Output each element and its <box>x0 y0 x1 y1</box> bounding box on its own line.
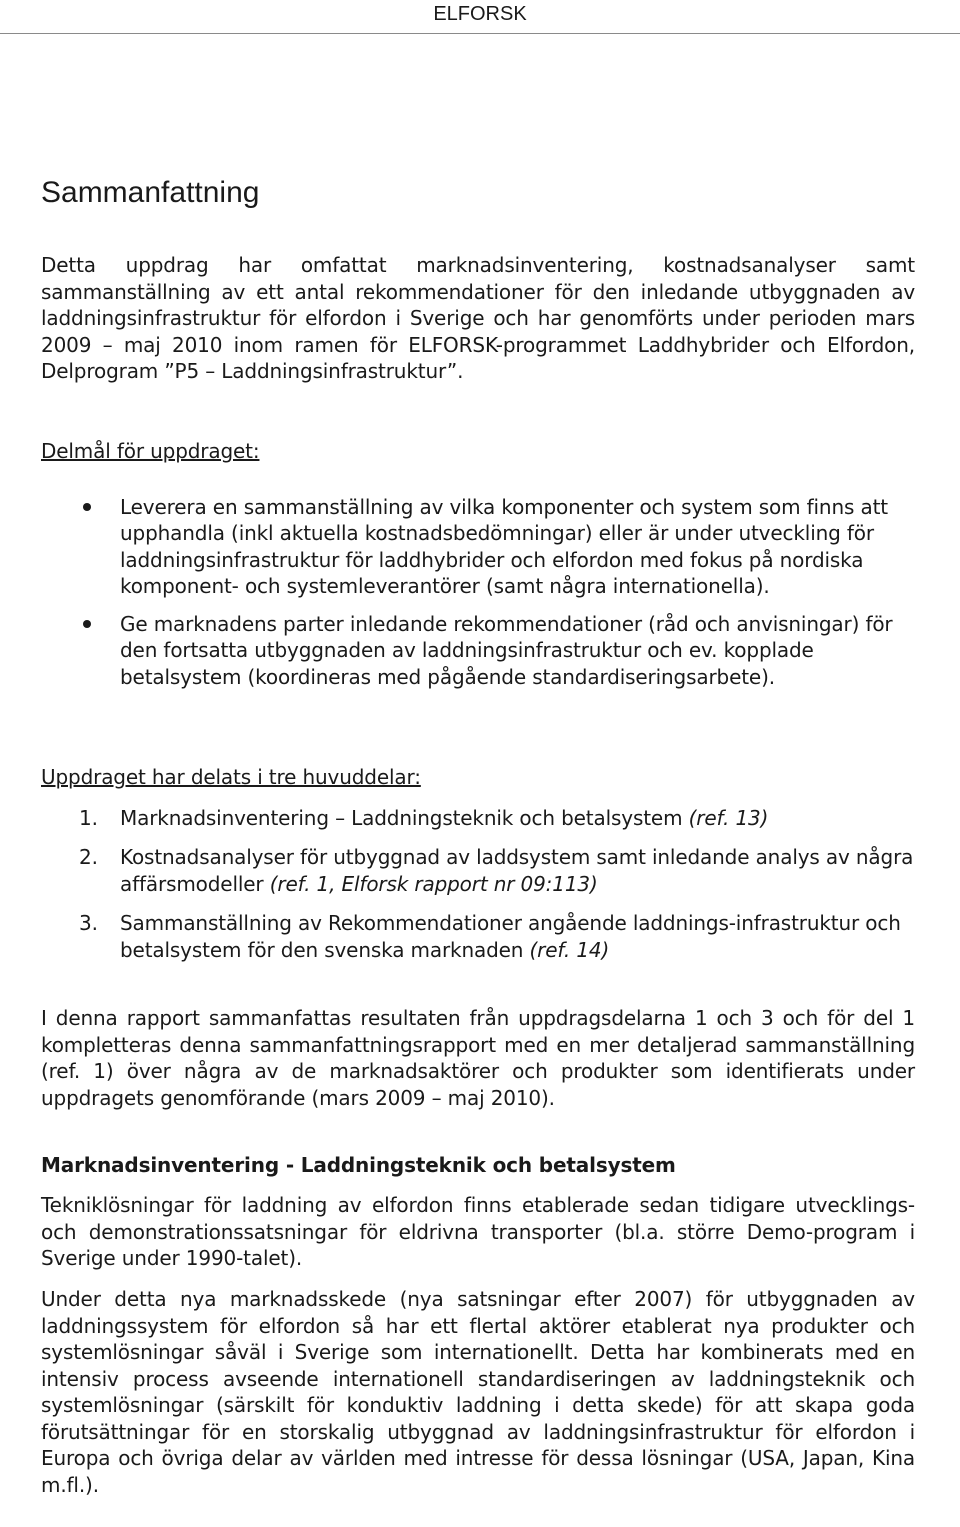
summary-paragraph: I denna rapport sammanfattas resultaten från uppdragsdelarna 1 och 3 och för del 1 kompletteras denna sammanfattningsrapport med en mer detaljerad sammanställning (ref. 1) över några av de marknadsaktörer och produkter som identifierats under uppdragets genomförande (mars 2009 – maj 2010). <box>41 1006 915 1110</box>
list-ref: (ref. 13) <box>688 805 769 830</box>
list-ref: (ref. 1, Elforsk rapport nr 09:113) <box>269 871 598 896</box>
parts-section <box>41 764 915 976</box>
page-header <box>0 0 960 34</box>
list-item: Leverera en sammanställning av vilka komponenter och system som finns att upphandla (inkl aktuella kostnadsbedömningar) eller är under utveckling för laddningsinfrastruktur för laddhybrider och elfordon med fokus på nordiska komponent- och systemleverantörer (samt några internationella). <box>41 494 915 600</box>
list-item <box>41 910 915 963</box>
page-title: Sammanfattning <box>41 176 260 209</box>
delmal-heading: Delmål för uppdraget: <box>41 439 260 463</box>
list-text: Kostnadsanalyser för utbyggnad av laddsystem samt inledande analys av några affärsmodeller <box>120 845 914 896</box>
list-item <box>41 844 915 897</box>
parts-list <box>41 805 915 964</box>
list-text: Sammanställning av Rekommendationer angående laddnings-infrastruktur och betalsystem för den svenska marknaden <box>120 911 901 962</box>
list-item <box>41 805 915 832</box>
delmal-list <box>41 494 915 691</box>
section-paragraph-1: Tekniklösningar för laddning av elfordon finns etablerade sedan tidigare utvecklings- och demonstrationssatsningar för eldrivna transporter (bl.a. större Demo-program i Sverige under 1990-talet). <box>41 1193 915 1270</box>
header-title: ELFORSK <box>433 3 527 25</box>
parts-heading: Uppdraget har delats i tre huvuddelar: <box>41 765 421 789</box>
intro-paragraph: Detta uppdrag har omfattat marknadsinventering, kostnadsanalyser samt sammanställning av ett antal rekommendationer för den inledande utbyggnaden av laddningsinfrastruktur för elfordon i Sverige och har genomförts under perioden mars 2009 – maj 2010 inom ramen för ELFORSK-programmet Laddhybrider och Elfordon, Delprogram ”P5 – Laddningsinfrastruktur”. <box>41 253 915 383</box>
list-number: 1. <box>79 805 98 830</box>
delmal-section <box>41 438 915 701</box>
list-ref: (ref. 14) <box>529 937 610 962</box>
list-number: 2. <box>79 845 98 869</box>
list-text: Marknadsinventering – Laddningsteknik och betalsystem <box>120 805 689 830</box>
list-item: Ge marknadens parter inledande rekommendationer (råd och anvisningar) för den fortsatta utbyggnaden av laddningsinfrastruktur och ev. kopplade betalsystem (koordineras med pågående standardiseringsarbete). <box>41 611 915 691</box>
list-number: 3. <box>79 911 98 935</box>
section-paragraph-2: Under detta nya marknadsskede (nya satsningar efter 2007) för utbyggnaden av laddningssystem för elfordon så har ett flertal aktörer etablerat nya produkter och systemlösningar såväl i Sverige som internationellt. Detta har kombinerats med en intensiv process avseende internationell standardiseringen av laddningsteknik och systemlösningar (särskilt för konduktiv laddning i detta skede) för att skapa goda förutsättningar för en storskalig utbyggnad av laddningsinfrastruktur för elfordon i Europa och övriga delar av världen med intresse för dessa lösningar (USA, Japan, Kina m.fl.). <box>41 1287 915 1497</box>
section-heading: Marknadsinventering - Laddningsteknik och betalsystem <box>41 1153 676 1177</box>
